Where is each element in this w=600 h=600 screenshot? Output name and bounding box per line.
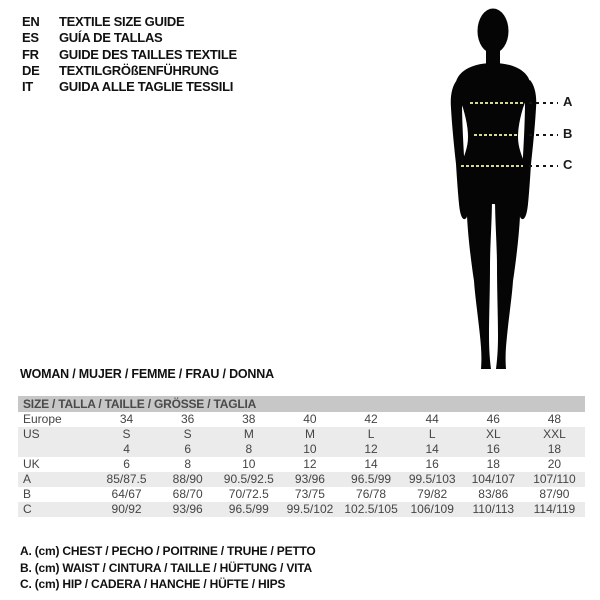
size-value: 93/96 — [172, 502, 203, 516]
size-value: XL — [485, 427, 501, 441]
measurement-legend — [20, 543, 316, 593]
table-row — [18, 502, 585, 517]
size-value: 79/82 — [417, 487, 448, 501]
language-guide-title: TEXTILE SIZE GUIDE — [59, 14, 185, 29]
language-code: DE — [22, 62, 40, 78]
size-value: 90.5/92.5 — [223, 472, 274, 486]
language-list — [22, 14, 237, 95]
size-value: 14 — [425, 442, 439, 456]
size-value: 88/90 — [172, 472, 203, 486]
size-value: S — [183, 427, 192, 441]
size-value: 76/78 — [356, 487, 387, 501]
language-row — [22, 47, 237, 63]
size-value: 4 — [123, 442, 130, 456]
size-value: 20 — [547, 457, 562, 471]
size-table-header: SIZE / TALLA / TAILLE / GRÖSSE / TAGLIA — [18, 396, 585, 412]
hip-dash-on-body — [461, 165, 523, 167]
size-value: 48 — [547, 412, 562, 426]
size-value: 6 — [123, 457, 130, 471]
waist-dash-extension — [529, 134, 558, 136]
row-label: UK — [23, 457, 40, 471]
table-row — [18, 487, 585, 502]
language-guide-title: GUIDA ALLE TAGLIE TESSILI — [59, 79, 234, 95]
table-row — [18, 457, 585, 472]
legend-line: C. (cm) HIP / CADERA / HANCHE / HÜFTE / HIPS — [20, 577, 286, 592]
size-value: 99.5/103 — [408, 472, 456, 486]
size-value: 44 — [425, 412, 439, 426]
chest-dash-extension — [529, 102, 558, 104]
size-value: S — [122, 427, 131, 441]
size-value: 38 — [242, 412, 256, 426]
size-value: XXL — [543, 427, 566, 441]
size-value: 96.5/99 — [228, 502, 269, 516]
size-value: 83/86 — [478, 487, 509, 501]
table-row — [18, 427, 585, 442]
language-guide-title: TEXTILGRÖßENFÜHRUNG — [59, 62, 219, 78]
size-value: 8 — [245, 442, 253, 456]
size-value: 16 — [486, 442, 500, 456]
marker-label-c: C — [563, 157, 573, 172]
size-value: 64/67 — [111, 487, 142, 501]
size-value: 96.5/99 — [351, 472, 392, 486]
size-value: 12 — [303, 457, 317, 471]
row-label: A — [23, 472, 32, 486]
size-value: 73/75 — [294, 487, 325, 501]
size-value: 110/113 — [472, 502, 515, 516]
language-code: IT — [22, 79, 33, 95]
chest-dash-on-body — [470, 102, 523, 104]
size-value: 42 — [364, 412, 378, 426]
size-table — [18, 396, 585, 517]
size-value: 68/70 — [172, 487, 203, 501]
size-value: 36 — [181, 412, 195, 426]
language-row — [22, 14, 237, 30]
size-value: 85/87.5 — [106, 472, 147, 486]
row-label: US — [23, 427, 40, 441]
hip-dash-extension — [529, 165, 558, 167]
language-guide-title: GUIDE DES TAILLES TEXTILE — [59, 46, 237, 62]
size-value: L — [428, 427, 436, 441]
size-value: M — [243, 427, 254, 441]
size-value: 6 — [184, 442, 192, 456]
size-value: 10 — [303, 442, 317, 456]
table-row — [18, 442, 585, 457]
row-label: B — [23, 487, 32, 501]
language-row — [22, 30, 237, 46]
waist-dash-on-body — [474, 134, 519, 136]
size-value: 10 — [242, 457, 256, 471]
size-value: 8 — [184, 457, 192, 471]
size-value: 87/90 — [539, 487, 570, 501]
size-value: 114/119 — [533, 502, 576, 516]
legend-line: B. (cm) WAIST / CINTURA / TAILLE / HÜFTUNG / VITA — [20, 560, 312, 575]
size-value: 107/110 — [533, 472, 576, 486]
language-row — [22, 79, 237, 95]
size-value: 99.5/102 — [286, 502, 334, 516]
row-label: Europe — [23, 412, 62, 426]
marker-label-a: A — [563, 94, 573, 109]
language-code: ES — [22, 30, 39, 46]
size-value: 18 — [547, 442, 562, 456]
size-value: 93/96 — [294, 472, 325, 486]
table-row — [18, 472, 585, 487]
size-table-body — [18, 412, 585, 517]
language-code: EN — [22, 14, 40, 29]
language-code: FR — [22, 46, 39, 62]
size-value: 40 — [303, 412, 317, 426]
language-guide-title: GUÍA DE TALLAS — [59, 30, 163, 46]
size-value: 12 — [364, 442, 378, 456]
size-value: 16 — [425, 457, 439, 471]
legend-line: A. (cm) CHEST / PECHO / POITRINE / TRUHE / PETTO — [20, 544, 316, 558]
woman-silhouette-icon — [444, 6, 540, 372]
row-label: C — [23, 502, 32, 516]
size-value: 14 — [364, 457, 378, 471]
language-row — [22, 63, 237, 79]
section-title: WOMAN / MUJER / FEMME / FRAU / DONNA — [20, 367, 274, 381]
size-value: 104/107 — [471, 472, 515, 486]
size-value: 102.5/105 — [344, 502, 398, 516]
size-value: 18 — [486, 457, 500, 471]
size-value: 46 — [486, 412, 500, 426]
size-value: 70/72.5 — [228, 487, 269, 501]
size-value: 90/92 — [111, 502, 142, 516]
size-value: M — [304, 427, 315, 441]
size-value: 106/109 — [410, 502, 454, 516]
size-value: 34 — [119, 412, 134, 426]
table-row — [18, 412, 585, 427]
marker-label-b: B — [563, 126, 573, 141]
size-value: L — [367, 427, 375, 441]
row-label — [18, 442, 96, 457]
figure-region — [444, 6, 600, 372]
